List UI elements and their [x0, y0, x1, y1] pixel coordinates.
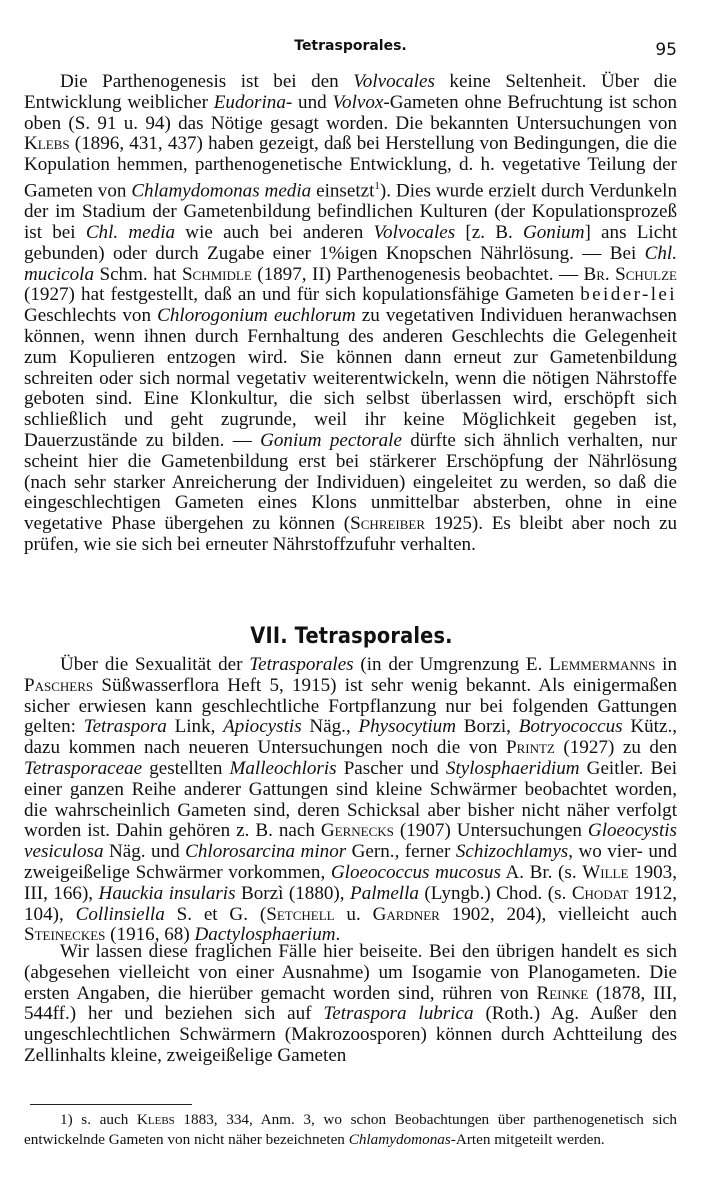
text-run: Dactylosphaerium — [194, 924, 336, 946]
text-run: Wille — [582, 861, 629, 883]
text-run: A. Br. (s. — [500, 861, 583, 883]
text-run: Näg. und — [103, 841, 186, 863]
text-run: Palmella — [350, 882, 419, 904]
text-run: Volvocales — [373, 221, 456, 243]
text-run: wie auch bei anderen — [175, 221, 374, 243]
text-run: Tetraspora lubrica — [323, 1003, 474, 1025]
text-run: Süßwasserflora Heft 5, 1915) ist sehr wenig bekannt. Als einigermaßen sicher erwiesen kann geschlechtliche Fortpflanzung nur bei folgenden Gattungen gelten: — [24, 674, 677, 738]
author-name: Schmidle — [181, 263, 252, 285]
body-paragraph — [24, 942, 677, 1067]
footnote-text — [24, 1110, 677, 1150]
footnote — [24, 1110, 677, 1150]
text-run: Pascher und — [336, 757, 446, 779]
text-run: 1903, III, 166), — [24, 861, 677, 904]
text-run: keine Seltenheit. Über die Entwicklung weiblicher — [24, 71, 678, 113]
text-run: Tetraspora — [83, 716, 167, 738]
text-run: (1916, 68) — [105, 924, 195, 946]
text-run: Apiocystis — [223, 716, 302, 738]
text-run: Borzì (1880), — [235, 882, 351, 904]
text-run: Volvocales — [353, 71, 435, 92]
text-run: [z. B. — [455, 221, 523, 243]
text-run: Chodat — [571, 882, 629, 904]
text-run: zu vegetativen Individuen heranwachsen können, wenn ihnen durch Fernhaltung des anderen Geschlechts die Gelegenheit zum Kopulieren entzogen wird. Sie können dann erneut zur Gametenbildung schreiten oder sich normal vegetativ weiterentwickeln, wenn die nötigen Nährstoffe geboten sind. Eine Klonkultur, die sich selbst überlassen wird, erschöpft sich schließlich und geht zugrunde, weil ihr keine Möglichkeit gegeben ist, Dauerzustände zu bilden. — — [24, 305, 677, 451]
author-name: Schreiber — [350, 513, 426, 535]
paragraph-isogamy — [24, 942, 677, 1067]
text-run: Die Parthenogenesis ist bei den — [60, 71, 354, 92]
text-run: 1) s. auch — [60, 1111, 137, 1128]
text-run: 1883, 334, Anm. 3, wo schon Beobachtungen über parthenogenetisch sich entwickelnde Gameten von nicht näher bezeichneten — [24, 1111, 677, 1148]
text-run: Chl. media — [85, 221, 176, 243]
text-run: (Lyngb.) Chod. (s. — [418, 882, 572, 904]
running-head: Tetrasporales. — [294, 38, 407, 54]
text-run: u. — [334, 903, 373, 925]
text-run: Reinke — [536, 982, 589, 1004]
text-run: Volvox — [332, 91, 384, 113]
text-run: Gloeococcus mucosus — [330, 861, 501, 883]
author-name: Br. Schulze — [583, 263, 677, 285]
text-run: , wo vier- und zweigeißelige Schwärmer vorkommen, — [24, 841, 677, 883]
text-run: Link, — [166, 716, 224, 738]
text-run: Klebs — [136, 1111, 175, 1128]
text-run: Gernecks — [320, 820, 394, 842]
text-run: gestellten — [142, 757, 230, 779]
text-run: einsetzt — [311, 180, 375, 202]
text-run: Gardner — [372, 903, 440, 925]
text-run: 1912, 104), — [24, 882, 678, 925]
text-run: (1927) hat festgestellt, daß an und für sich kopulationsfähige Gameten — [24, 284, 581, 306]
author-name: Klebs — [24, 133, 70, 155]
page-header — [24, 36, 677, 66]
text-run: Eudorina- — [213, 91, 293, 113]
body-paragraph — [24, 72, 677, 556]
text-run: ] ans Licht gebunden) oder durch Zugabe einer 1%igen Knopschen Nährlösung. — Bei — [24, 221, 678, 264]
text-run: 1925). Es bleibt aber noch zu prüfen, wie sie sich bei erneuter Nährstoffzufuhr verhalten. — [24, 513, 677, 555]
text-run: (1878, III, 544ff.) her und beziehen sich auf — [24, 982, 677, 1025]
text-run: (1896, 431, 437) haben gezeigt, daß bei Herstellung von Bedingungen, die die Kopulation hemmen, parthenogenetische Entwicklung, d. h. vegetative Teilung der Gameten von — [24, 133, 677, 202]
text-run: Chlamydomonas media — [131, 180, 312, 202]
paragraph-sexuality — [24, 655, 677, 946]
text-run: Über die Sexualität der — [60, 654, 250, 675]
footnote-reference: 1 — [374, 179, 380, 192]
text-run: S. et G. ( — [164, 903, 267, 925]
footnote-divider — [30, 1104, 192, 1105]
text-run: Kütz., dazu kommen nach neueren Untersuchungen noch die von — [24, 716, 678, 759]
text-run: Chl. mucicola — [24, 242, 677, 285]
text-run: Printz — [505, 737, 555, 759]
text-run: in — [655, 654, 677, 675]
text-run: Lemmermanns — [549, 654, 656, 675]
text-run: Geitler. Bei einer ganzen Reihe anderer Gattungen sind kleine Schwärmer beobachtet worden, die wahrscheinlich Gameten sind, deren Schicksal aber bisher nicht näher verfolgt worden ist. Dahin gehören z. B. nach — [24, 757, 677, 842]
text-run: Setchell — [266, 903, 335, 925]
text-run: Malleochloris — [229, 757, 337, 779]
text-run: Tetrasporaceae — [24, 757, 143, 779]
text-run: (Roth.) Ag. Außer den ungeschlechtlichen Schwärmern (Makrozoosporen) können durch Achtteilung des Zellinhalts kleine, zweigeißelige Gameten — [24, 1003, 677, 1066]
text-run: Steineckes — [24, 924, 106, 946]
text-run: (in der Umgrenzung E. — [353, 654, 550, 675]
text-run: ). Dies wurde erzielt durch Verdunkeln der im Stadium der Gametenbildung befindlichen Kulturen (der Kopulationsprozeß ist bei — [24, 180, 678, 243]
text-run: dürfte sich ähnlich verhalten, nur scheint hier die Gametenbildung erst bei stärkerer Erschöpfung der Nährlösung (nach sehr starker Anreicherung der Individuen) eingeleitet zu werden, so daß die eingeschlechtigen Gameten eines Klons unmittelbar absterben, ohne in eine vegetative Phase übergehen zu können ( — [24, 429, 678, 535]
text-run: (1907) Untersuchungen — [393, 820, 588, 842]
text-run: Gonium — [522, 221, 585, 243]
text-run: -Gameten ohne Befruchtung ist schon oben (S. 91 u. 94) das Nötige gesagt worden. Die bekannten Untersuchungen von — [24, 91, 677, 134]
text-run: Näg., — [301, 716, 359, 738]
text-run: Botryococcus — [518, 716, 623, 738]
text-run: Gonium pectorale — [260, 429, 402, 451]
text-run: Physocytium — [358, 716, 457, 738]
text-run: Collinsiella — [75, 903, 165, 925]
text-run: 1902, 204), vielleicht auch — [439, 903, 678, 925]
page-number: 95 — [655, 40, 677, 60]
text-run: (1897, II) Parthenogenesis beobachtet. — — [251, 263, 584, 285]
text-run: und — [292, 91, 333, 113]
text-run: Chlorosarcina minor — [185, 841, 347, 863]
text-run: Tetrasporales — [249, 654, 354, 675]
text-run: Wir lassen diese fraglichen Fälle hier beiseite. Bei den übrigen handelt es sich (abgesehen vielleicht von einer Ausnahme) um Isogamie von Planogameten. Die ersten Angaben, die hierüber gemacht worden sind, rühren von — [24, 941, 677, 1004]
text-run: Geschlechts von — [24, 305, 158, 327]
text-run: Borzi, — [456, 716, 519, 738]
paragraph-parthenogenesis — [24, 72, 677, 556]
text-run: Chlorogonium euchlorum — [157, 305, 356, 327]
body-paragraph — [24, 655, 677, 946]
text-run: Stylosphaeridium — [445, 757, 580, 779]
text-run: Schm. hat — [94, 263, 182, 285]
text-run: (1927) zu den — [554, 737, 677, 759]
text-run: . — [335, 924, 341, 946]
text-run: Gloeocystis vesiculosa — [24, 820, 677, 863]
text-run: Chlamydomonas — [348, 1130, 451, 1148]
section-heading: VII. Tetrasporales. — [250, 624, 453, 649]
text-run: Paschers — [24, 674, 94, 696]
text-run: Hauckia insularis — [98, 882, 236, 904]
text-run: Gern., ferner — [346, 841, 456, 863]
spaced-emphasis: beider-lei — [580, 284, 677, 306]
text-run: -Arten mitgeteilt werden. — [450, 1130, 605, 1148]
text-run: Schizochlamys — [455, 841, 569, 863]
